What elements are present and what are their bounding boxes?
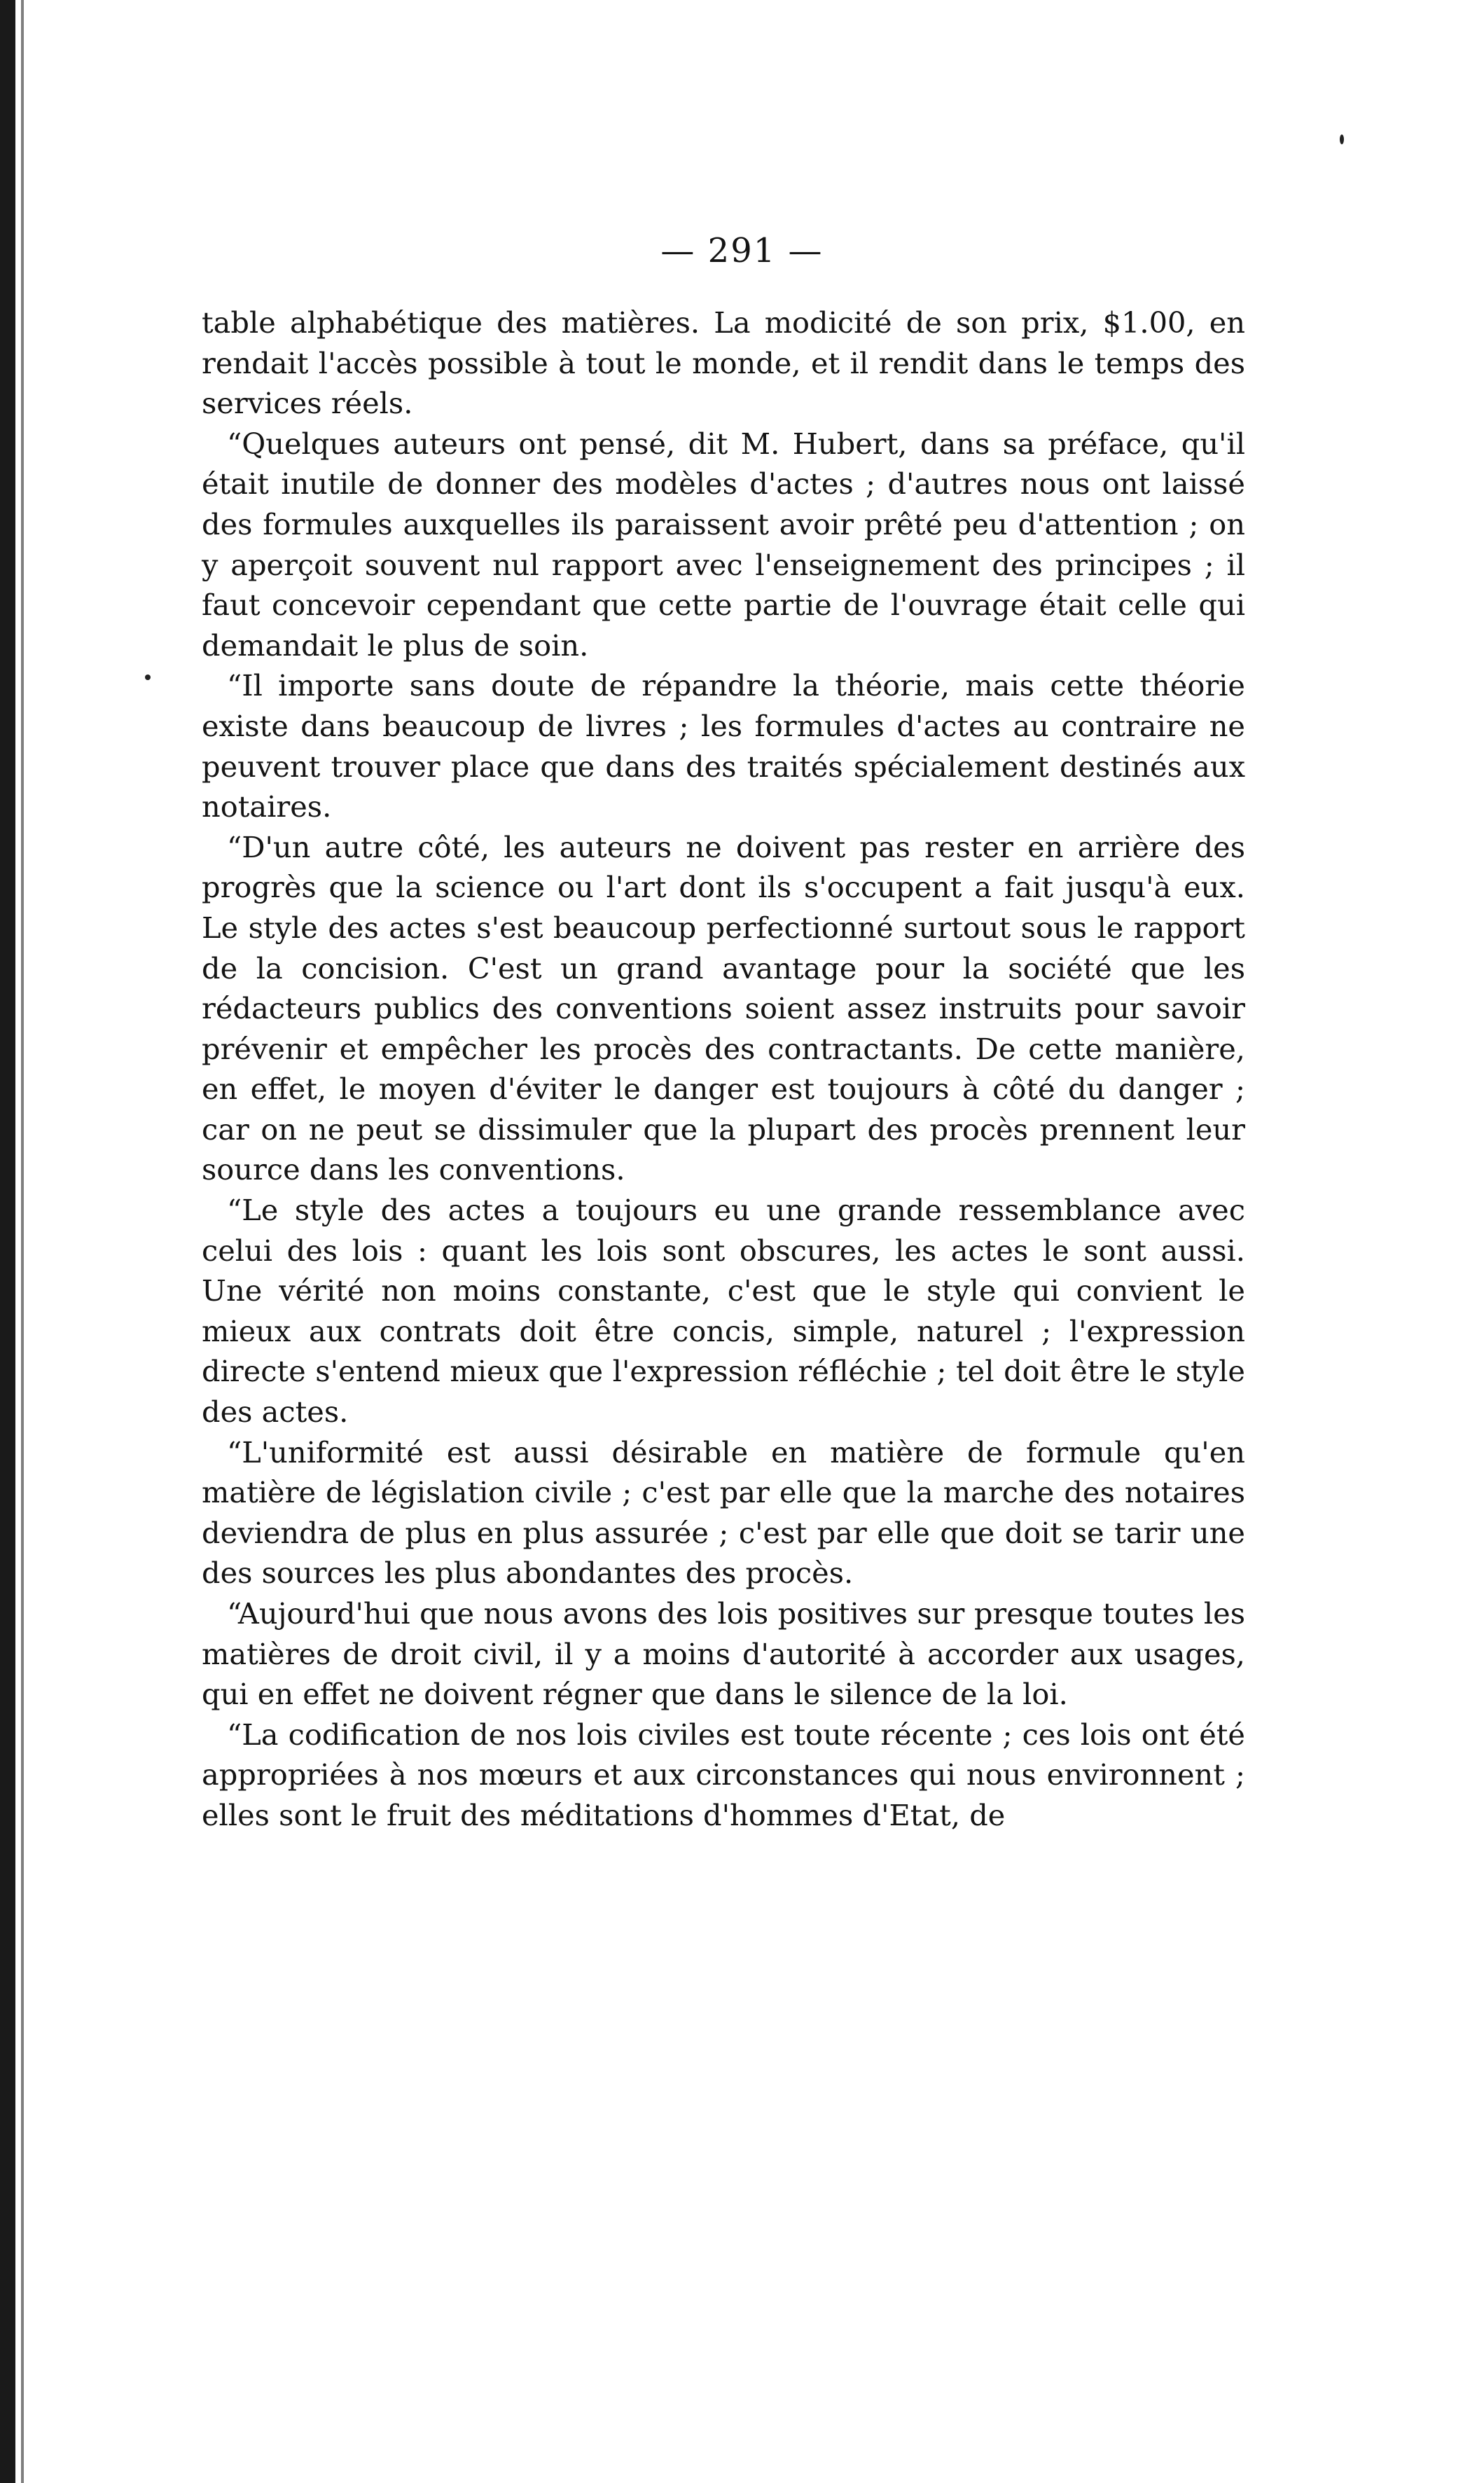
paragraph-6: “L'uniformité est aussi désirable en matière de formule qu'en matière de législation civile ; c'est par elle que la marche des notaires deviendra de plus en plus assurée ; c'est par elle que doit se tarir une des sources les plus abondantes des procès. — [202, 1434, 1245, 1591]
paragraph-7: “Aujourd'hui que nous avons des lois positives sur presque toutes les matières de droit civil, il y a moins d'autorité à accorder aux usages, qui en effet ne doivent régner que dans le silence de la loi. — [202, 1596, 1245, 1712]
scan-speck — [1340, 134, 1344, 144]
paragraph-4: “D'un autre côté, les auteurs ne doivent pas rester en arrière des progrès que la science ou l'art dont ils s'occupent a fait jusqu'à eux. Le style des actes s'est beaucoup perfectionné surtout sous le rapport de la concision. C'est un grand avantage pour la société que les rédacteurs publics des conventions soient assez instruits pour savoir prévenir et empêcher les procès des contractants. De cette manière, en effet, le moyen d'éviter le danger est toujours à côté du danger ; car on ne peut se dissimuler que la plupart des procès prennent leur source dans les conventions. — [202, 829, 1245, 1187]
scan-speck — [145, 675, 151, 680]
scan-binding-edge — [0, 0, 15, 2483]
paragraph-5: “Le style des actes a toujours eu une grande ressemblance avec celui des lois : quant les lois sont obscures, les actes le sont aussi. Une vérité non moins constante, c'est que le style qui convient le mieux aux contrats doit être concis, simple, naturel ; l'expression directe s'entend mieux que l'expression réfléchie ; tel doit être le style des actes. — [202, 1193, 1245, 1430]
paragraph-3: “Il importe sans doute de répandre la théorie, mais cette théorie existe dans beaucoup de livres ; les formules d'actes au contraire ne peuvent trouver place que dans des traités spécialement destinés aux notaires. — [202, 668, 1245, 824]
page-number: — 291 — — [660, 231, 824, 270]
scan-binding-shadow — [21, 0, 24, 2483]
paragraph-8: “La codification de nos lois civiles est toute récente ; ces lois ont été appropriées à nos mœurs et aux circonstances qui nous environnent ; elles sont le fruit des méditations d'hommes d'Etat, de — [202, 1717, 1245, 1832]
paragraph-1: table alphabétique des matières. La modicité de son prix, $1.00, en rendait l'accès possible à tout le monde, et il rendit dans le temps des services réels. — [202, 305, 1245, 421]
body-text — [202, 303, 1245, 1836]
paragraph-2: “Quelques auteurs ont pensé, dit M. Hubert, dans sa préface, qu'il était inutile de donner des modèles d'actes ; d'autres nous ont laissé des formules auxquelles ils paraissent avoir prêté peu d'attention ; on y aperçoit souvent nul rapport avec l'enseignement des principes ; il faut concevoir cependant que cette partie de l'ouvrage était celle qui demandait le plus de soin. — [202, 426, 1245, 663]
